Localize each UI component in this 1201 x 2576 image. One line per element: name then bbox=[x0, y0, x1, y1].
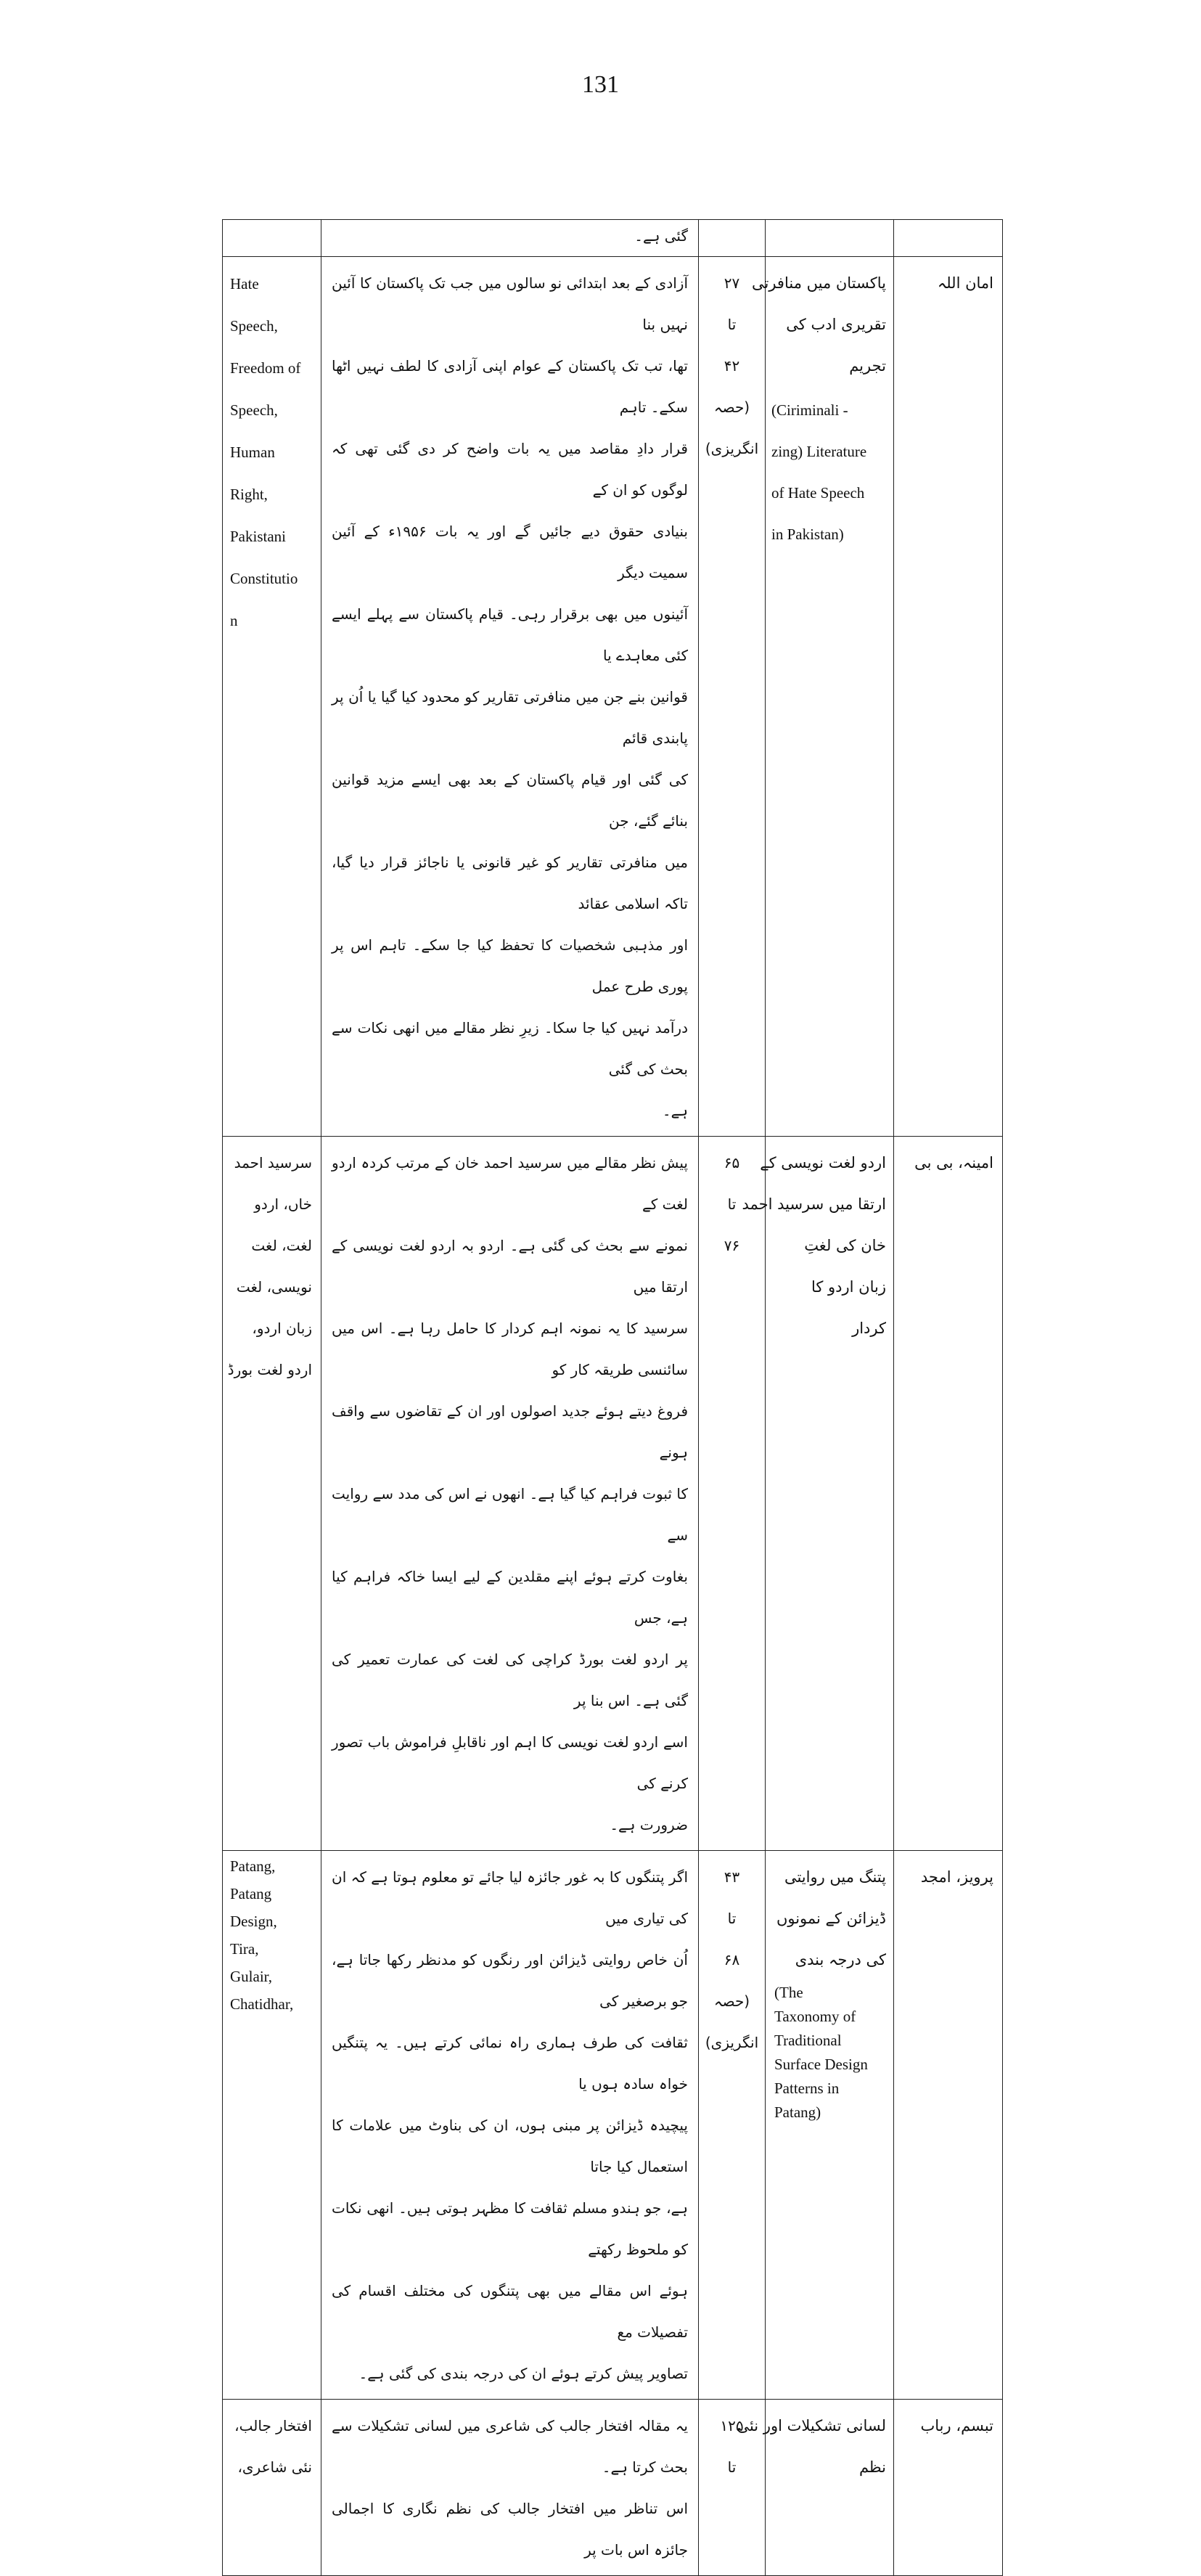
title-en-line: Taxonomy of bbox=[774, 2008, 856, 2025]
keyword: خاں، اردو bbox=[254, 1195, 312, 1213]
abstract-cell bbox=[321, 2400, 699, 2576]
title-cell bbox=[766, 220, 894, 257]
title-line: ارتقا میں سرسید احمد bbox=[742, 1195, 886, 1213]
page-range-note: (حصہ bbox=[713, 398, 750, 416]
page-range-start: ۲۷ bbox=[724, 274, 740, 292]
pages-cell bbox=[699, 1851, 766, 2400]
author-cell bbox=[894, 1851, 1003, 2400]
abstract-line: ہے، جو ہندو مسلم ثقافت کا مظہر ہوتی ہیں۔ انھی نکات کو ملحوظ رکھتے bbox=[332, 2199, 688, 2258]
page-range-sep: تا bbox=[727, 2458, 737, 2476]
abstract-line: تھا، تب تک پاکستان کے عوام اپنی آزادی کا لطف نہیں اٹھا سکے۔ تاہم bbox=[332, 357, 688, 416]
abstract-line: کی گئی اور قیام پاکستان کے بعد بھی ایسے مزید قوانین بنائے گئے، جن bbox=[332, 771, 688, 830]
title-cell bbox=[742, 1137, 894, 1851]
title-cell bbox=[737, 2400, 894, 2576]
title-line: پاکستان میں منافرتی bbox=[751, 274, 886, 292]
page-range-sep: تا bbox=[727, 316, 737, 333]
keyword: اردو لغت بورڈ bbox=[227, 1361, 312, 1378]
title-line: کی درجہ بندی bbox=[795, 1951, 886, 1968]
keywords-cell bbox=[223, 1137, 321, 1851]
keyword: n bbox=[230, 612, 238, 629]
table-row bbox=[223, 220, 1003, 257]
keywords-cell bbox=[223, 220, 321, 257]
abstract-line: آزادی کے بعد ابتدائی نو سالوں میں جب تک پاکستان کا آئین نہیں بنا bbox=[332, 274, 688, 333]
table-row bbox=[223, 2400, 1003, 2576]
keyword: Speech, bbox=[230, 401, 278, 419]
title-line: خان کی لغتِ bbox=[804, 1237, 886, 1254]
abstract-cell bbox=[321, 257, 699, 1137]
keyword: Hate bbox=[230, 275, 259, 293]
title-line: تقریری ادب کی bbox=[786, 316, 886, 333]
keyword: لغت، لغت bbox=[251, 1237, 312, 1254]
abstract-line: ہوئے اس مقالے میں بھی پتنگوں کی مختلف اقسام کی تفصیلات مع bbox=[332, 2282, 688, 2341]
author-cell bbox=[894, 257, 1003, 1137]
abstract-line: بغاوت کرتے ہوئے اپنے مقلدین کے لیے ایسا خاکہ فراہم کیا ہے، جس bbox=[332, 1568, 688, 1627]
abstract-line: اسے اردو لغت نویسی کا اہم اور ناقابلِ فراموش باب تصور کرنے کی bbox=[332, 1733, 688, 1792]
pages-cell bbox=[699, 257, 766, 1137]
pages-cell bbox=[699, 220, 766, 257]
title-en-line: Patang) bbox=[774, 2103, 821, 2121]
keywords-cell bbox=[223, 2400, 321, 2576]
author-name: امینہ، بی بی bbox=[914, 1154, 993, 1172]
title-en-line: in Pakistan) bbox=[771, 526, 844, 543]
keyword: Chatidhar, bbox=[230, 1995, 294, 2013]
page-range-start: ۶۵ bbox=[724, 1154, 740, 1172]
keyword: زبان اردو، bbox=[252, 1320, 312, 1337]
abstract-line: نمونے سے بحث کی گئی ہے۔ اردو بہ اردو لغت نویسی کے ارتقا میں bbox=[332, 1237, 688, 1296]
abstract-line: ثقافت کی طرف ہماری راہ نمائی کرتے ہیں۔ یہ پتنگیں خواہ سادہ ہوں یا bbox=[332, 2034, 688, 2093]
table-row bbox=[223, 257, 1003, 1137]
keyword: Speech, bbox=[230, 317, 278, 335]
table-row bbox=[223, 1851, 1003, 2400]
abstract-line: میں منافرتی تقاریر کو غیر قانونی یا ناجائز قرار دیا گیا، تاکہ اسلامی عقائد bbox=[332, 854, 688, 912]
keyword: Right, bbox=[230, 486, 268, 503]
title-en-line: Patterns in bbox=[774, 2080, 840, 2097]
title-line: نظم bbox=[858, 2458, 886, 2476]
table-row bbox=[223, 1137, 1003, 1851]
keyword: Constitutio bbox=[230, 570, 298, 587]
abstract-cell bbox=[321, 1851, 699, 2400]
abstract-line: فروغ دیتے ہوئے جدید اصولوں اور ان کے تقاضوں سے واقف ہونے bbox=[332, 1402, 688, 1461]
abstract-line: اُن خاص روایتی ڈیزائن اور رنگوں کو مدنظر رکھا جاتا ہے، جو برصغیر کی bbox=[332, 1951, 688, 2010]
title-line: اردو لغت نویسی کے bbox=[760, 1154, 886, 1172]
abstract-line: درآمد نہیں کیا جا سکا۔ زیرِ نظر مقالے میں انھی نکات سے بحث کی گئی bbox=[332, 1019, 688, 1078]
keyword: نویسی، لغت bbox=[236, 1278, 312, 1296]
title-en-line: zing) Literature bbox=[771, 443, 867, 460]
page-range-note: انگریزی) bbox=[705, 2034, 759, 2051]
abstract-cell bbox=[321, 220, 699, 257]
abstract-line: کا ثبوت فراہم کیا گیا ہے۔ انھوں نے اس کی مدد سے روایت سے bbox=[332, 1485, 688, 1544]
title-line: لسانی تشکیلات اور نئی bbox=[737, 2417, 886, 2434]
keyword: نئی شاعری، bbox=[237, 2458, 312, 2476]
page-range-start: ۴۳ bbox=[724, 1868, 740, 1886]
pages-cell bbox=[699, 1137, 766, 1851]
abstract-line: سرسید کا یہ نمونہ اہم کردار کا حامل رہا ہے۔ اس میں سائنسی طریقہ کار کو bbox=[332, 1320, 688, 1378]
abstract-line: گئی ہے۔ bbox=[634, 227, 688, 245]
title-line: تجریم bbox=[849, 357, 886, 375]
table-body bbox=[223, 220, 1003, 2576]
keyword: Patang, bbox=[230, 1857, 276, 1875]
abstract-line: پر اردو لغت بورڈ کراچی کی لغت کی عمارت تعمیر کی گئی ہے۔ اس بنا پر bbox=[332, 1651, 688, 1709]
keyword: Freedom of bbox=[230, 359, 301, 377]
keyword: افتخار جالب، bbox=[234, 2417, 312, 2434]
keyword: Design, bbox=[230, 1913, 277, 1930]
bibliography-table bbox=[222, 219, 1003, 2576]
page-range-sep: تا bbox=[727, 1910, 737, 1927]
keyword: Patang bbox=[230, 1885, 272, 1902]
page-range-end: ۶۸ bbox=[724, 1951, 740, 1968]
title-en-line: of Hate Speech bbox=[771, 484, 865, 502]
author-cell bbox=[894, 220, 1003, 257]
keywords-cell bbox=[223, 1851, 321, 2400]
title-line: کردار bbox=[852, 1320, 886, 1337]
keyword: Tira, bbox=[230, 1940, 259, 1958]
abstract-cell bbox=[321, 1137, 699, 1851]
abstract-line: اس تناظر میں افتخار جالب کی نظم نگاری کا اجمالی جائزہ اس بات پر bbox=[332, 2500, 688, 2559]
page-range-sep: تا bbox=[727, 1195, 737, 1213]
abstract-line: قرار دادِ مقاصد میں یہ بات واضح کر دی گئی تھی کہ لوگوں کو ان کے bbox=[332, 440, 688, 499]
page-number: 131 bbox=[582, 71, 619, 98]
title-en-line: Surface Design bbox=[774, 2056, 868, 2073]
abstract-line: تصاویر پیش کرتے ہوئے ان کی درجہ بندی کی گئی ہے۔ bbox=[358, 2365, 688, 2382]
keyword: Pakistani bbox=[230, 528, 286, 545]
keyword: Gulair, bbox=[230, 1968, 273, 1985]
title-line: ڈیزائن کے نمونوں bbox=[776, 1910, 886, 1927]
title-line: پتنگ میں روایتی bbox=[784, 1868, 886, 1886]
abstract-line: بنیادی حقوق دیے جائیں گے اور یہ بات ۱۹۵۶ء کے آئین سمیت دیگر bbox=[332, 523, 689, 581]
author-name: امان اللہ bbox=[937, 274, 993, 292]
author-cell bbox=[894, 1137, 1003, 1851]
abstract-line: پیش نظر مقالے میں سرسید احمد خان کے مرتب کردہ اردو لغت کے bbox=[332, 1154, 688, 1213]
title-en-line: (The bbox=[774, 1984, 803, 2001]
abstract-line: ضرورت ہے۔ bbox=[610, 1816, 688, 1833]
abstract-line: پیچیدہ ڈیزائن پر مبنی ہوں، ان کی بناوٹ میں علامات کا استعمال کیا جاتا bbox=[332, 2117, 688, 2175]
title-cell bbox=[766, 1851, 894, 2400]
abstract-line: ہے۔ bbox=[662, 1102, 688, 1119]
title-line: زبان اردو کا bbox=[811, 1278, 886, 1296]
keywords-cell bbox=[223, 257, 321, 1137]
page-range-start: ۱۲۵ bbox=[720, 2417, 744, 2434]
page-range-end: ۷۶ bbox=[724, 1237, 740, 1254]
author-name: تبسم، رباب bbox=[920, 2417, 993, 2434]
abstract-line: آئینوں میں بھی برقرار رہی۔ قیام پاکستان سے پہلے ایسے کئی معاہدے یا bbox=[332, 605, 688, 664]
abstract-line: قوانین بنے جن میں منافرتی تقاریر کو محدود کیا گیا یا اُن پر پابندی قائم bbox=[332, 688, 688, 747]
abstract-line: اور مذہبی شخصیات کا تحفظ کیا جا سکے۔ تاہم اس پر پوری طرح عمل bbox=[332, 936, 688, 995]
page-range-end: ۴۲ bbox=[724, 357, 740, 375]
page-range-note: (حصہ bbox=[713, 1992, 750, 2010]
abstract-line: اگر پتنگوں کا بہ غور جائزہ لیا جائے تو معلوم ہوتا ہے کہ ان کی تیاری میں bbox=[332, 1868, 688, 1927]
page-range-note: انگریزی) bbox=[705, 440, 759, 457]
title-cell bbox=[751, 257, 894, 1137]
keyword: Human bbox=[230, 443, 275, 461]
title-en-line: (Ciriminali - bbox=[771, 401, 848, 419]
abstract-line: یہ مقالہ افتخار جالب کی شاعری میں لسانی تشکیلات سے بحث کرتا ہے۔ bbox=[332, 2417, 688, 2476]
author-name: پرویز، امجد bbox=[920, 1868, 993, 1886]
title-en-line: Traditional bbox=[774, 2032, 842, 2049]
keyword: سرسید احمد bbox=[234, 1154, 312, 1172]
author-cell bbox=[894, 2400, 1003, 2576]
